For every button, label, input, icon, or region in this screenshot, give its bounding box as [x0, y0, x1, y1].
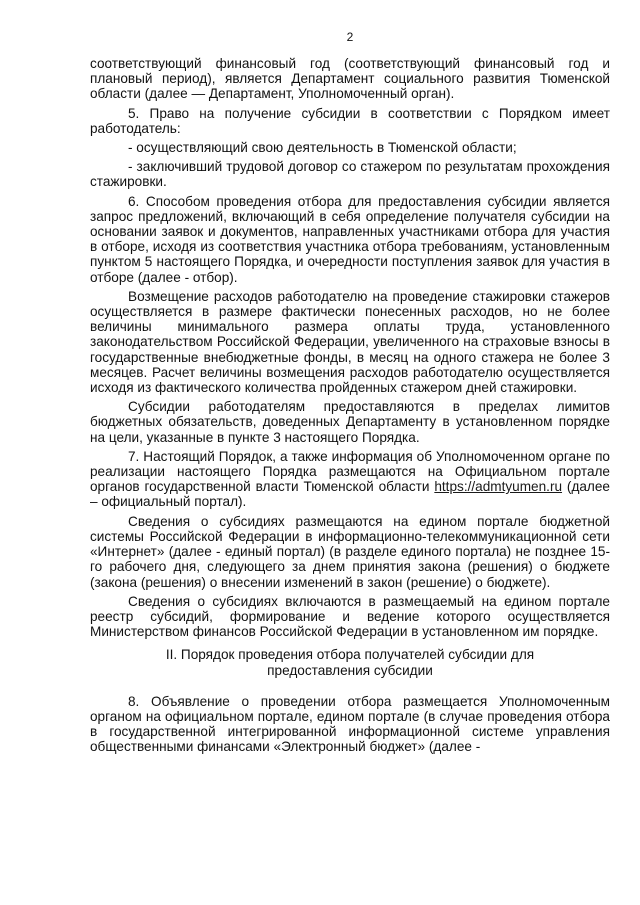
paragraph-7-tail: (далее – официальный портал).	[90, 479, 610, 510]
section-heading: II. Порядок проведения отбора получателей субсидии для предоставления субсидии	[165, 647, 535, 678]
paragraph-subsidy-info: Сведения о субсидиях размещаются на едином портале бюджетной системы Российской Федерации в информационно-телекоммуникационной сети «Интернет» (далее - единый портал) (в разделе единого портала) не позднее 15-го рабочего дня, следующего за днем принятия закона (решения) о бюджете (закона (решения) о внесении изменений в закон (решение) о бюджете).	[90, 513, 610, 590]
body-text	[90, 56, 610, 755]
page-number: 2	[346, 30, 354, 44]
paragraph-subsidy-limits: Субсидии работодателям предоставляются в пределах лимитов бюджетных обязательств, доведенных Департаменту в установленном порядке на цели, указанные в пункте 3 настоящего Порядка.	[90, 399, 610, 445]
list-item-contract: - заключивший трудовой договор со стажером по результатам прохождения стажировки.	[90, 159, 610, 190]
paragraph-5: 5. Право на получение субсидии в соответствии с Порядком имеет работодатель:	[90, 105, 610, 136]
paragraph-7	[90, 449, 610, 510]
list-item-region: - осуществляющий свою деятельность в Тюменской области;	[128, 140, 517, 156]
paragraph-continuation: соответствующий финансовый год (соответствующий финансовый год и плановый период), является Департамент социального развития Тюменской области (далее — Департамент, Уполномоченный орган).	[90, 56, 610, 102]
paragraph-8: 8. Объявление о проведении отбора размещается Уполномоченным органом на официальном портале, едином портале (в случае проведения отбора в государственной интегрированной информационной системе управления общественными финансами «Электронный бюджет» (далее -	[90, 693, 610, 755]
portal-link[interactable]: https://admtyumen.ru	[434, 479, 563, 495]
paragraph-reimbursement: Возмещение расходов работодателю на проведение стажировки стажеров осуществляется в размере фактически понесенных расходов, но не более величины минимального размера оплаты труда, установленного законодательством Российской Федерации, увеличенного на страховые взносы в государственные внебюджетные фонды, в месяц на одного стажера не более 3 месяцев. Расчет величины возмещения расходов работодателю осуществляется исходя из фактического количества пройденных стажером дней стажировки.	[90, 288, 610, 396]
paragraph-6: 6. Способом проведения отбора для предоставления субсидии является запрос предложений, включающий в себя определение получателя субсидии на основании заявок и документов, направленных участниками отбора для участия в отборе, исходя из соответствия участника отбора требованиям, установленным пунктом 5 настоящего Порядка, и очередности поступления заявок для участия в отборе (далее - отбор).	[90, 193, 610, 285]
paragraph-subsidy-registry: Сведения о субсидиях включаются в размещаемый на едином портале реестр субсидий, формирование и ведение которого осуществляется Министерством финансов Российской Федерации в установленном им порядке.	[90, 593, 610, 640]
paragraph-7-text: 7. Настоящий Порядок, а также информация об Уполномоченном органе по реализации настоящего Порядка размещаются на Официальном портале органов государственной власти Тюменской области	[90, 448, 610, 495]
